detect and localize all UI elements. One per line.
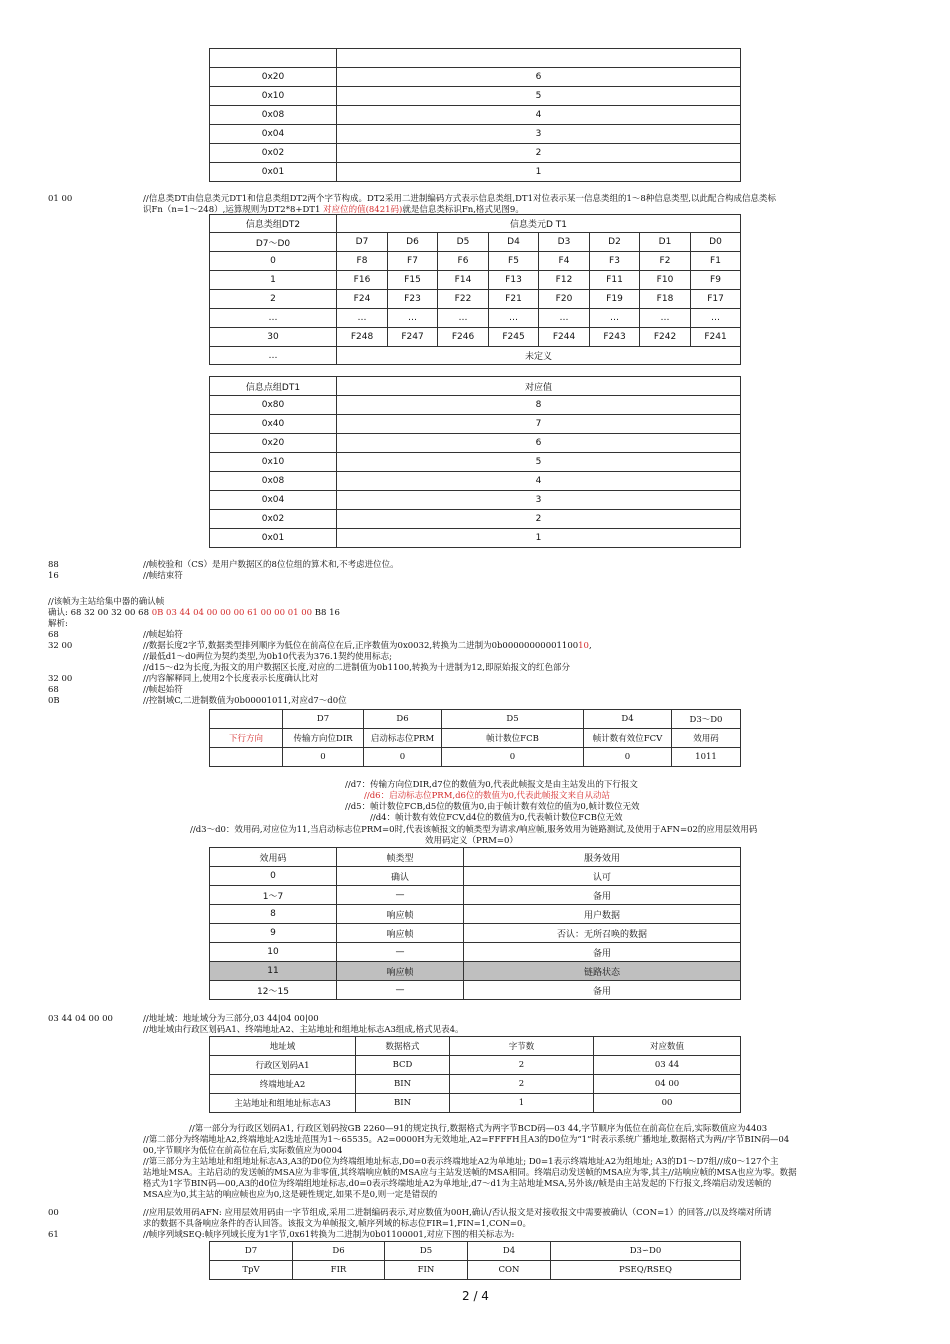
addr-note-p3c: 格式为1字节BIN码—00,A3的d0位为终端组地址标志,d0=0表示终端地址A2为单地址,d7～d1为主站地址MSA,另外该//帧是由主站发起的下行报文,终端启动发送帧的: [143, 1179, 772, 1189]
table-cell: 响应帧: [337, 905, 464, 924]
table-cell: F12: [539, 271, 590, 290]
table-cell: BIN: [356, 1094, 450, 1113]
addr-note-p3b: 站地址MSA。主站启动的发送帧的MSA应为非零值,其终端响应帧的MSA应与主站发送帧的MSA相同。终端启动发送帧的MSA应为零,其主//站响应帧的MSA也应为零。数据: [143, 1168, 797, 1178]
table-cell: 信息类组DT2: [210, 215, 337, 233]
table-row: [210, 252, 741, 271]
table-cell: 帧计数有效位FCV: [584, 729, 672, 748]
table-cell: D6: [293, 1242, 385, 1261]
afn-line1: //应用层效用码AFN: 应用层效用码由一字节组成,采用二进制编码表示,对应数值为00H,确认/否认报文是对接收报文中需要被确认（CON=1）的回答,//以及终端对所请: [143, 1208, 772, 1218]
table-cell: 0: [364, 748, 442, 767]
cs-comment: //帧结束符: [143, 571, 183, 581]
table-cell: 效用码: [210, 848, 337, 867]
table-row: [210, 68, 741, 87]
table-cell: F247: [388, 328, 438, 347]
table-cell: FIN: [385, 1261, 468, 1280]
cs-comment: //帧校验和（CS）是用户数据区的8位位组的算术和,不考虑进位位。: [143, 560, 399, 570]
table-row: [210, 905, 741, 924]
table-cell: 0x02: [210, 510, 337, 529]
table-cell: 2: [337, 144, 741, 163]
table-row: [210, 962, 741, 981]
table-cell: F20: [539, 290, 590, 309]
table-cell: D7: [337, 233, 388, 252]
cs-code: 16: [48, 571, 59, 581]
table-cell: 0x40: [210, 415, 337, 434]
table-cell: D5: [385, 1242, 468, 1261]
table-cell: 9: [210, 924, 337, 943]
frame-comment: //帧起始符: [143, 630, 183, 640]
addr-note-p3a: //第三部分为主站地址和组地址标志A3,A3的D0位为终端组地址标志,D0=0表示终端地址A2为单地址; D0=1表示终端地址A2为组地址; A3的D1～D7组//成0～127个主: [143, 1157, 779, 1167]
table-cell: 10: [210, 943, 337, 962]
table-cell: 帧类型: [337, 848, 464, 867]
table-row: [210, 943, 741, 962]
table-cell: F16: [337, 271, 388, 290]
table-cell: —: [337, 943, 464, 962]
table-cell: F9: [691, 271, 741, 290]
table-cell: TpV: [210, 1261, 293, 1280]
table-header-row: [210, 848, 741, 867]
table-cell: FIR: [293, 1261, 385, 1280]
table-cell: D3: [539, 233, 590, 252]
table-cell: D7～D0: [210, 233, 337, 252]
table-cell: 服务效用: [464, 848, 741, 867]
table-cell: 6: [337, 434, 741, 453]
table-row: [210, 924, 741, 943]
table-cell: F17: [691, 290, 741, 309]
table-cell: [337, 49, 741, 68]
table-cell: D4: [468, 1242, 551, 1261]
table-cell: 0x10: [210, 87, 337, 106]
table-cell: [210, 49, 337, 68]
table-cell: 0x10: [210, 453, 337, 472]
table-cell: F11: [590, 271, 640, 290]
frame-comment: //内容解释同上,使用2个长度表示长度确认比对: [143, 674, 319, 684]
table-cell: 0: [442, 748, 584, 767]
note-d7: //d7：传输方向位DIR,d7位的数值为0,代表此帧报文是由主站发出的下行报文: [345, 780, 638, 790]
table-cell: …: [210, 309, 337, 328]
addr-line1: //地址域：地址域分为三部分,03 44|04 00|00: [143, 1014, 319, 1024]
table-cell: 用户数据: [464, 905, 741, 924]
dt-desc-red: 对应位的值(8421码): [323, 205, 403, 215]
table-cell: 响应帧: [337, 924, 464, 943]
table-cell: 00: [594, 1094, 741, 1113]
table-cell: 认可: [464, 867, 741, 886]
table-cell: F244: [539, 328, 590, 347]
table-cell: CON: [468, 1261, 551, 1280]
table-cell: 1: [450, 1094, 594, 1113]
table-row: [210, 309, 741, 328]
table-cell: 0x01: [210, 529, 337, 548]
table-cell: 2: [210, 290, 337, 309]
table-row: [210, 1261, 741, 1280]
table-row: [210, 453, 741, 472]
table-cell: [210, 748, 283, 767]
frame-byte: 68: [48, 685, 59, 695]
table-row: [210, 144, 741, 163]
table-cell: …: [590, 309, 640, 328]
afn-line2: 求的数据不具备响应条件的否认回答。该报文为单帧报文,帧序列域的标志位FIR=1,FIN=1,CON=0。: [143, 1219, 531, 1229]
table-cell: 对应数值: [594, 1037, 741, 1056]
parse-label: 解析:: [48, 619, 68, 629]
table-cell: 终端地址A2: [210, 1075, 356, 1094]
table-cell: 0x80: [210, 396, 337, 415]
table-cell: F14: [438, 271, 489, 290]
table-cell: 未定义: [337, 347, 741, 365]
table-cell: D2: [590, 233, 640, 252]
frame-comment: //帧起始符: [143, 685, 183, 695]
table-cell: D3∽D0: [551, 1242, 741, 1261]
table-cell: 信息类元D T1: [337, 215, 741, 233]
note-d6: //d6：启动标志位PRM,d6位的数值为0,代表此帧报文来自从动站: [364, 791, 611, 801]
table-row: [210, 491, 741, 510]
table-cell: F2: [640, 252, 691, 271]
dt-desc-part1: 识Fn（n=1～248）,运算规则为DT2*8+DT1: [143, 205, 324, 215]
table-cell: D5: [442, 710, 584, 729]
table-cell: F10: [640, 271, 691, 290]
table-cell: 2: [337, 510, 741, 529]
table-row: [210, 347, 741, 365]
table-cell: 2: [450, 1075, 594, 1094]
table-cell: F1: [691, 252, 741, 271]
table-cell: 0x02: [210, 144, 337, 163]
table-cell: 帧计数位FCB: [442, 729, 584, 748]
table-cell: …: [691, 309, 741, 328]
table-cell: …: [210, 347, 337, 365]
table-cell: 5: [337, 453, 741, 472]
table-cell: 30: [210, 328, 337, 347]
table-cell: 1～7: [210, 886, 337, 905]
table-cell: 对应值: [337, 377, 741, 396]
table-header-row: [210, 1242, 741, 1261]
table-cell: 地址域: [210, 1037, 356, 1056]
table-cell: F24: [337, 290, 388, 309]
table-cell: F243: [590, 328, 640, 347]
table-cell: 8: [210, 905, 337, 924]
table-cell: 0: [584, 748, 672, 767]
table-cell: 效用码: [672, 729, 741, 748]
table-cell: D5: [438, 233, 489, 252]
table-cell: F241: [691, 328, 741, 347]
table-cell: 0x01: [210, 163, 337, 182]
table-cell: D1: [640, 233, 691, 252]
table-cell: 备用: [464, 943, 741, 962]
table-cell: —: [337, 981, 464, 1000]
table-cell: 2: [450, 1056, 594, 1075]
table-cell: …: [388, 309, 438, 328]
table-cell: [210, 710, 283, 729]
frame-red: 0B 03 44 04 00 00 00 61 00 00 01 00: [151, 608, 313, 618]
table-cell: D6: [388, 233, 438, 252]
table-cell: 0x04: [210, 125, 337, 144]
table-cell: 4: [337, 106, 741, 125]
table-row: [210, 49, 741, 68]
info-class-table: [209, 214, 741, 365]
frame-byte: 32 00: [48, 674, 73, 684]
table-cell: 响应帧: [337, 962, 464, 981]
table-row: [210, 1075, 741, 1094]
afn-code: 00: [48, 1208, 59, 1218]
table-cell: —: [337, 886, 464, 905]
dt-code: 01 00: [48, 194, 73, 204]
table-cell: F22: [438, 290, 489, 309]
table-cell: 1: [210, 271, 337, 290]
table-row: [210, 472, 741, 491]
table-cell: 8: [337, 396, 741, 415]
addr-note-p3d: MSA应为0,其主站的响应帧也应为0,这是硬性规定,如果不是0,则一定是错误的: [143, 1190, 438, 1200]
table-cell: 1011: [672, 748, 741, 767]
table-cell: 5: [337, 87, 741, 106]
table-cell: F5: [489, 252, 539, 271]
table-cell: 备用: [464, 981, 741, 1000]
table-cell: 启动标志位PRM: [364, 729, 442, 748]
table-cell: BIN: [356, 1075, 450, 1094]
confirm-frame: [48, 608, 340, 618]
table-cell: 主站地址和组地址标志A3: [210, 1094, 356, 1113]
table-cell: …: [539, 309, 590, 328]
table-cell: 链路状态: [464, 962, 741, 981]
table-row: [210, 510, 741, 529]
table-cell: …: [640, 309, 691, 328]
table-cell: F4: [539, 252, 590, 271]
table-header-row: [210, 1037, 741, 1056]
table-row: [210, 163, 741, 182]
dt-desc-part2: 就是信息类标识Fn,格式见图9。: [402, 205, 524, 215]
table-row: [210, 396, 741, 415]
table-cell: 3: [337, 491, 741, 510]
table-cell: 字节数: [450, 1037, 594, 1056]
frame-prefix: 确认: 68 32 00 32 00 68: [48, 608, 152, 618]
table-cell: PSEQ/RSEQ: [551, 1261, 741, 1280]
table-cell: 11: [210, 962, 337, 981]
addr-line2: //地址域由行政区划码A1、终端地址A2、主站地址和组地址标志A3组成,格式见表4。: [143, 1025, 464, 1035]
table-cell: 7: [337, 415, 741, 434]
table-cell: F23: [388, 290, 438, 309]
table-header-row: [210, 215, 741, 233]
frame-suffix: B8 16: [312, 608, 340, 618]
table-cell: 传输方向位DIR: [283, 729, 364, 748]
table-cell: D4: [489, 233, 539, 252]
addr-note-p1: //第一部分为行政区划码A1, 行政区划码按GB 2260—91的规定执行,数据格式为两字节BCD码—03 44,字节顺序为低位在前高位在后,实际数值应为4403: [189, 1124, 768, 1134]
table-cell: 0x08: [210, 106, 337, 125]
table-cell: 4: [337, 472, 741, 491]
table-header-row: [210, 233, 741, 252]
table-row: [210, 867, 741, 886]
table-header-row: [210, 710, 741, 729]
addr-code: 03 44 04 00 00: [48, 1014, 113, 1024]
table-row: [210, 748, 741, 767]
table-cell: 数据格式: [356, 1037, 450, 1056]
table-header-row: [210, 377, 741, 396]
frame-comment: //数据长度2字节,数据类型排列顺序为低位在前高位在后,正序数值为0x0032,转换为二进制为0b0000000000110010,: [143, 641, 592, 651]
page-number: 2 / 4: [462, 1289, 489, 1303]
table-cell: 0x04: [210, 491, 337, 510]
info-point-table-top: [209, 48, 741, 182]
table-cell: 0x20: [210, 434, 337, 453]
table-cell: F246: [438, 328, 489, 347]
note-d4: //d4：帧计数有效位FCV,d4位的数值为0,代表帧计数位FCB位无效: [370, 813, 623, 823]
table-cell: F242: [640, 328, 691, 347]
frame-byte: 0B: [48, 696, 60, 706]
table-cell: F8: [337, 252, 388, 271]
table-cell: 1: [337, 529, 741, 548]
table-cell: 否认：无所召唤的数据: [464, 924, 741, 943]
table-cell: F3: [590, 252, 640, 271]
table-cell: F13: [489, 271, 539, 290]
table-row: [210, 328, 741, 347]
table-cell: 确认: [337, 867, 464, 886]
table-cell: F245: [489, 328, 539, 347]
table-cell: F7: [388, 252, 438, 271]
frame-comment: //最低d1～d0两位为契约类型,为0b10代表为376.1契约使用标志;: [143, 652, 392, 662]
table-cell: 3: [337, 125, 741, 144]
table-cell: 行政区划码A1: [210, 1056, 356, 1075]
table-cell: F6: [438, 252, 489, 271]
addr-note-p2b: 00,字节顺序为低位在前高位在后,实际数值应为0004: [143, 1146, 343, 1156]
table-cell: …: [489, 309, 539, 328]
function-code-table: [209, 847, 741, 1000]
table-cell: 03 44: [594, 1056, 741, 1075]
cs-code: 88: [48, 560, 59, 570]
table-row: [210, 1056, 741, 1075]
table-cell: …: [438, 309, 489, 328]
frame-byte: 68: [48, 630, 59, 640]
table-cell: D4: [584, 710, 672, 729]
table-cell: D7: [283, 710, 364, 729]
table-cell: F248: [337, 328, 388, 347]
seq-line: //帧序列域SEQ:帧序列域长度为1字节,0x61转换为二进制为0b01100001,对应下图的相关标志为:: [143, 1230, 515, 1240]
frame-byte: 32 00: [48, 641, 73, 651]
table-cell: D6: [364, 710, 442, 729]
table-row: [210, 290, 741, 309]
table-row: [210, 87, 741, 106]
frame-comment: //控制域C,二进制数值为0b00001011,对应d7～d0位: [143, 696, 347, 706]
table-cell: D7: [210, 1242, 293, 1261]
table-cell: 0x20: [210, 68, 337, 87]
table-row: [210, 729, 741, 748]
table-cell: 1: [337, 163, 741, 182]
table-cell: BCD: [356, 1056, 450, 1075]
table-cell: 0: [210, 867, 337, 886]
table-row: [210, 271, 741, 290]
table-row: [210, 415, 741, 434]
confirm-title: //该帧为主站给集中器的确认帧: [48, 597, 165, 607]
table-cell: F18: [640, 290, 691, 309]
table-cell: 备用: [464, 886, 741, 905]
table-cell: D0: [691, 233, 741, 252]
table-cell: …: [337, 309, 388, 328]
frame-seq-table: [209, 1241, 741, 1280]
table-cell: D3～D0: [672, 710, 741, 729]
addr-note-p2a: //第二部分为终端地址A2,终端地址A2选址范围为1～65535。A2=0000H为无效地址,A2=FFFFH且A3的D0位为“1”时表示系统广播地址,数据格式为两//字节BIN码—04: [143, 1135, 790, 1145]
table-row: [210, 434, 741, 453]
table-cell: F15: [388, 271, 438, 290]
table-cell: F21: [489, 290, 539, 309]
table-cell: 6: [337, 68, 741, 87]
note-d5: //d5：帧计数位FCB,d5位的数值为0,由于帧计数有效位的值为0,帧计数位无效: [345, 802, 640, 812]
table-cell: 信息点组DT1: [210, 377, 337, 396]
table-row: [210, 106, 741, 125]
address-table: [209, 1036, 741, 1113]
table-row: [210, 1094, 741, 1113]
info-point-table: [209, 376, 741, 548]
table-row: [210, 886, 741, 905]
table-cell: 12～15: [210, 981, 337, 1000]
table-cell: 0x08: [210, 472, 337, 491]
table-cell: 0: [210, 252, 337, 271]
control-field-table: [209, 709, 741, 767]
table-cell: 下行方向: [210, 729, 283, 748]
table-row: [210, 981, 741, 1000]
table-cell: 04 00: [594, 1075, 741, 1094]
seq-code: 61: [48, 1230, 59, 1240]
dt-description-line1: //信息类DT由信息类元DT1和信息类组DT2两个字节构成。DT2采用二进制编码方式表示信息类组,DT1对位表示某一信息类组的1～8种信息类型,以此配合构成信息类标: [143, 194, 777, 204]
func-code-def-title: 效用码定义（PRM=0）: [425, 836, 518, 846]
table-cell: F19: [590, 290, 640, 309]
table-row: [210, 125, 741, 144]
table-cell: 0: [283, 748, 364, 767]
table-row: [210, 529, 741, 548]
frame-comment: //d15～d2为长度,为报文的用户数据区长度,对应的二进制值为0b1100,转换为十进制为12,即原始报文的红色部分: [143, 663, 570, 673]
note-d3: //d3～d0：效用码,对应位为11,当启动标志位PRM=0时,代表该帧报文的帧类型为请求/响应帧,服务效用为链路测试,及使用于AFN=02的应用层效用码: [190, 825, 758, 835]
